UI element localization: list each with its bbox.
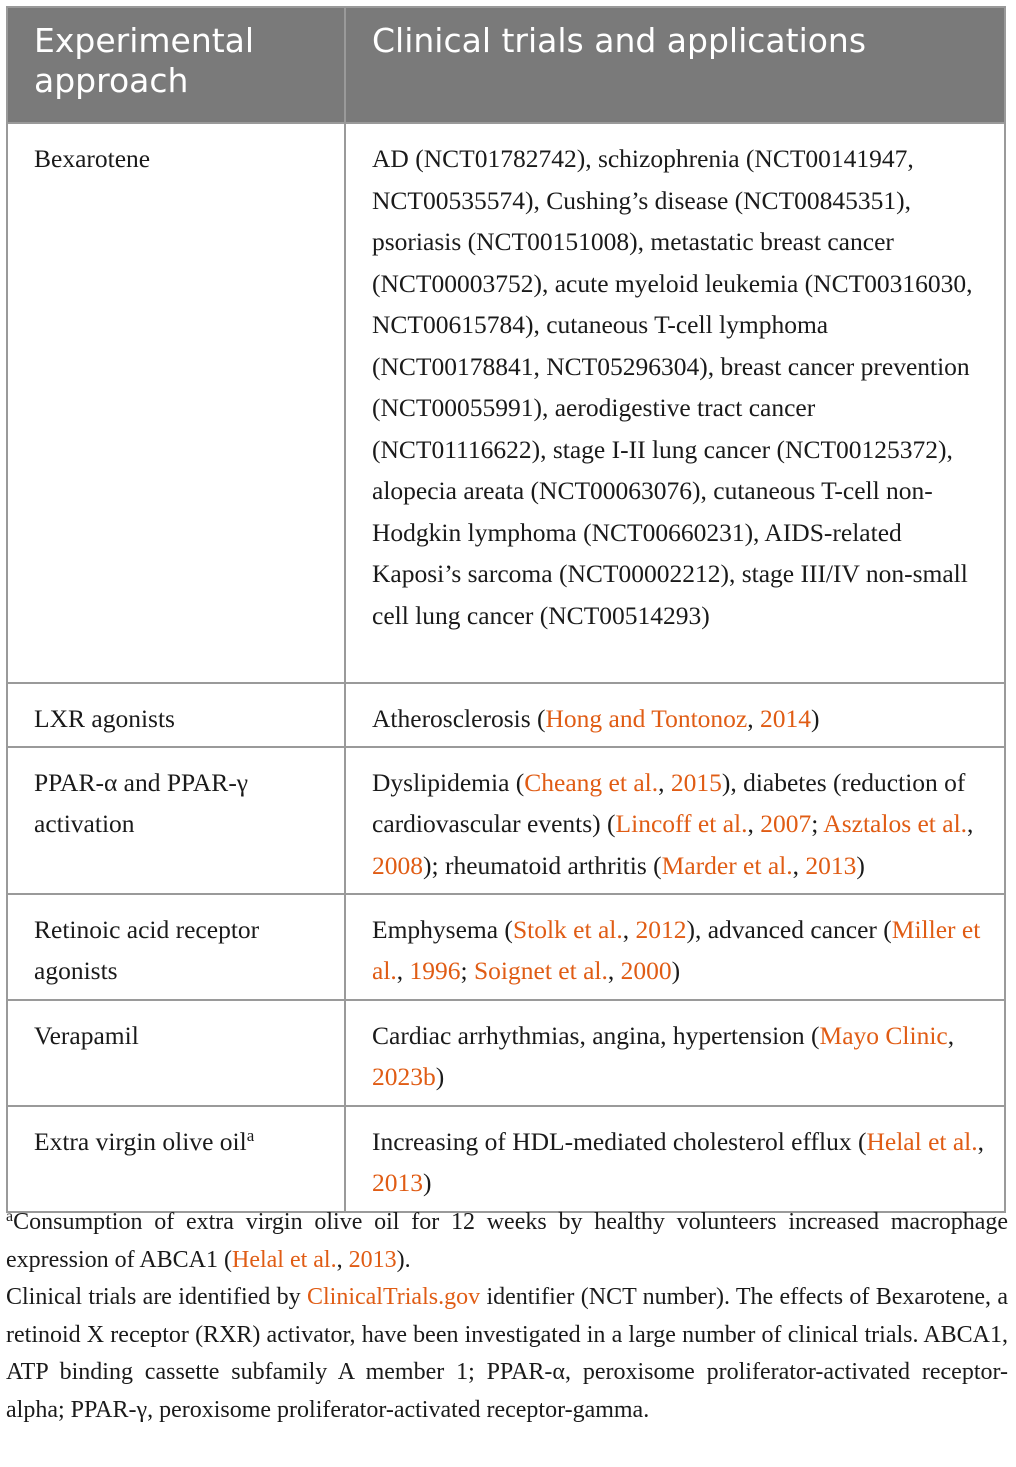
- clinicaltrials-link[interactable]: ClinicalTrials.gov: [306, 1284, 481, 1311]
- text: ): [671, 956, 681, 985]
- text: Consumption of extra virgin olive oil for 12 weeks by healthy volunteers increased macrophage expression of ABCA1 (: [6, 1209, 1008, 1273]
- text: ,: [658, 767, 671, 797]
- reference-link[interactable]: Stolk et al.: [512, 914, 623, 944]
- text: ,: [967, 809, 974, 838]
- text: ,: [622, 914, 636, 944]
- reference-year-link[interactable]: 1996: [409, 956, 461, 985]
- text: ;: [811, 809, 824, 838]
- reference-link[interactable]: Helal et al.: [231, 1246, 337, 1273]
- reference-link[interactable]: Miller et al.: [372, 914, 981, 985]
- text: ), advanced cancer (: [686, 914, 892, 944]
- table-row: [7, 894, 1005, 1000]
- footnote-a: [6, 1204, 1008, 1279]
- text: ): [435, 1062, 445, 1091]
- text: ,: [977, 1126, 984, 1156]
- text: Cardiac arrhythmias, angina, hypertension (: [372, 1020, 820, 1050]
- text: ); rheumatoid arthritis (: [423, 850, 662, 880]
- table-row: [7, 1106, 1005, 1212]
- header-clinical-trials: Clinical trials and applications: [345, 7, 1005, 123]
- applications-cell: [345, 683, 1005, 747]
- text: ,: [747, 809, 761, 838]
- text: ,: [792, 850, 806, 880]
- reference-link[interactable]: Mayo Clinic: [819, 1020, 948, 1050]
- text: Clinical trials are identified by: [6, 1284, 307, 1311]
- applications-cell: AD (NCT01782742), schizophrenia (NCT00141947, NCT00535574), Cushing’s disease (NCT00845351), psoriasis (NCT00151008), metastatic breast cancer (NCT00003752), acute myeloid leukemia (NCT00316030, NCT00615784), cutaneous T-cell lymphoma (NCT00178841, NCT05296304), breast cancer prevention (NCT00055991), aerodigestive tract cancer (NCT01116622), stage I-II lung cancer (NCT00125372), alopecia areata (NCT00063076), cutaneous T-cell non-Hodgkin lymphoma (NCT00660231), AIDS-related Kaposi’s sarcoma (NCT00002212), stage III/IV non-small cell lung cancer (NCT00514293): [345, 123, 1005, 683]
- approach-cell: Bexarotene: [7, 123, 345, 683]
- text: ), diabetes (reduction of cardiovascular events) (: [372, 767, 966, 838]
- approach-cell: [7, 1106, 345, 1212]
- approach-text: Extra virgin olive oil: [34, 1126, 247, 1156]
- text: ,: [947, 1020, 955, 1050]
- applications-cell: [345, 747, 1005, 894]
- footnote-general: [6, 1279, 1008, 1429]
- approach-cell: LXR agonists: [7, 683, 345, 747]
- text: Emphysema (: [372, 914, 513, 944]
- table-row: [7, 1000, 1005, 1106]
- text: ).: [396, 1246, 411, 1273]
- table-row: [7, 747, 1005, 894]
- footnote-marker: a: [6, 1208, 14, 1225]
- text: identifier (NCT number). The effects of Bexarotene, a retinoid X receptor (RXR) activator, have been investigated in a large number of clinical trials. ABCA1, ATP binding cassette subfamily A member 1; PPAR-α, peroxisome proliferator-activated receptor-alpha; PPAR-γ, peroxisome proliferator-activated receptor-gamma.: [6, 1284, 1008, 1423]
- approach-cell: Retinoic acid receptor agonists: [7, 894, 345, 1000]
- text: ,: [396, 956, 410, 985]
- reference-year-link[interactable]: 2007: [760, 809, 812, 838]
- table-row: [7, 683, 1005, 747]
- text: ): [810, 704, 820, 733]
- text: ,: [747, 704, 760, 733]
- text: ;: [460, 956, 474, 985]
- reference-year-link[interactable]: 2023b: [372, 1062, 436, 1091]
- reference-year-link[interactable]: 2000: [620, 956, 672, 985]
- table-row: [7, 123, 1005, 683]
- applications-cell: [345, 1106, 1005, 1212]
- table-header-row: [7, 7, 1005, 123]
- reference-year-link[interactable]: 2013: [805, 850, 857, 880]
- reference-year-link[interactable]: 2015: [670, 767, 722, 797]
- footnote-marker: a: [246, 1125, 255, 1145]
- header-experimental-approach: Experimental approach: [7, 7, 345, 123]
- clinical-trials-table: [6, 6, 1006, 1213]
- text: ): [423, 1168, 432, 1197]
- reference-link[interactable]: Asztalos et al.: [823, 809, 968, 838]
- reference-year-link[interactable]: 2013: [372, 1168, 423, 1197]
- reference-link[interactable]: Marder et al.: [661, 850, 793, 880]
- text: Dyslipidemia (: [372, 767, 525, 797]
- reference-year-link[interactable]: 2008: [372, 850, 423, 880]
- applications-cell: [345, 894, 1005, 1000]
- reference-year-link[interactable]: 2012: [635, 914, 687, 944]
- reference-year-link[interactable]: 2014: [759, 704, 811, 733]
- reference-link[interactable]: Cheang et al.: [524, 767, 659, 797]
- reference-link[interactable]: Soignet et al.: [474, 956, 608, 985]
- approach-cell: Verapamil: [7, 1000, 345, 1106]
- reference-link[interactable]: Lincoff et al.: [615, 809, 748, 838]
- reference-link[interactable]: Helal et al.: [866, 1126, 978, 1156]
- text: Atherosclerosis (: [372, 704, 546, 733]
- reference-link[interactable]: Hong and Tontonoz: [545, 704, 748, 733]
- applications-cell: [345, 1000, 1005, 1106]
- reference-year-link[interactable]: 2013: [348, 1246, 397, 1273]
- table-footnotes: [6, 1204, 1008, 1430]
- text: ,: [607, 956, 621, 985]
- text: ): [856, 850, 865, 880]
- text: ,: [336, 1246, 349, 1273]
- text: Increasing of HDL-mediated cholesterol efflux (: [372, 1126, 867, 1156]
- approach-cell: PPAR-α and PPAR-γ activation: [7, 747, 345, 894]
